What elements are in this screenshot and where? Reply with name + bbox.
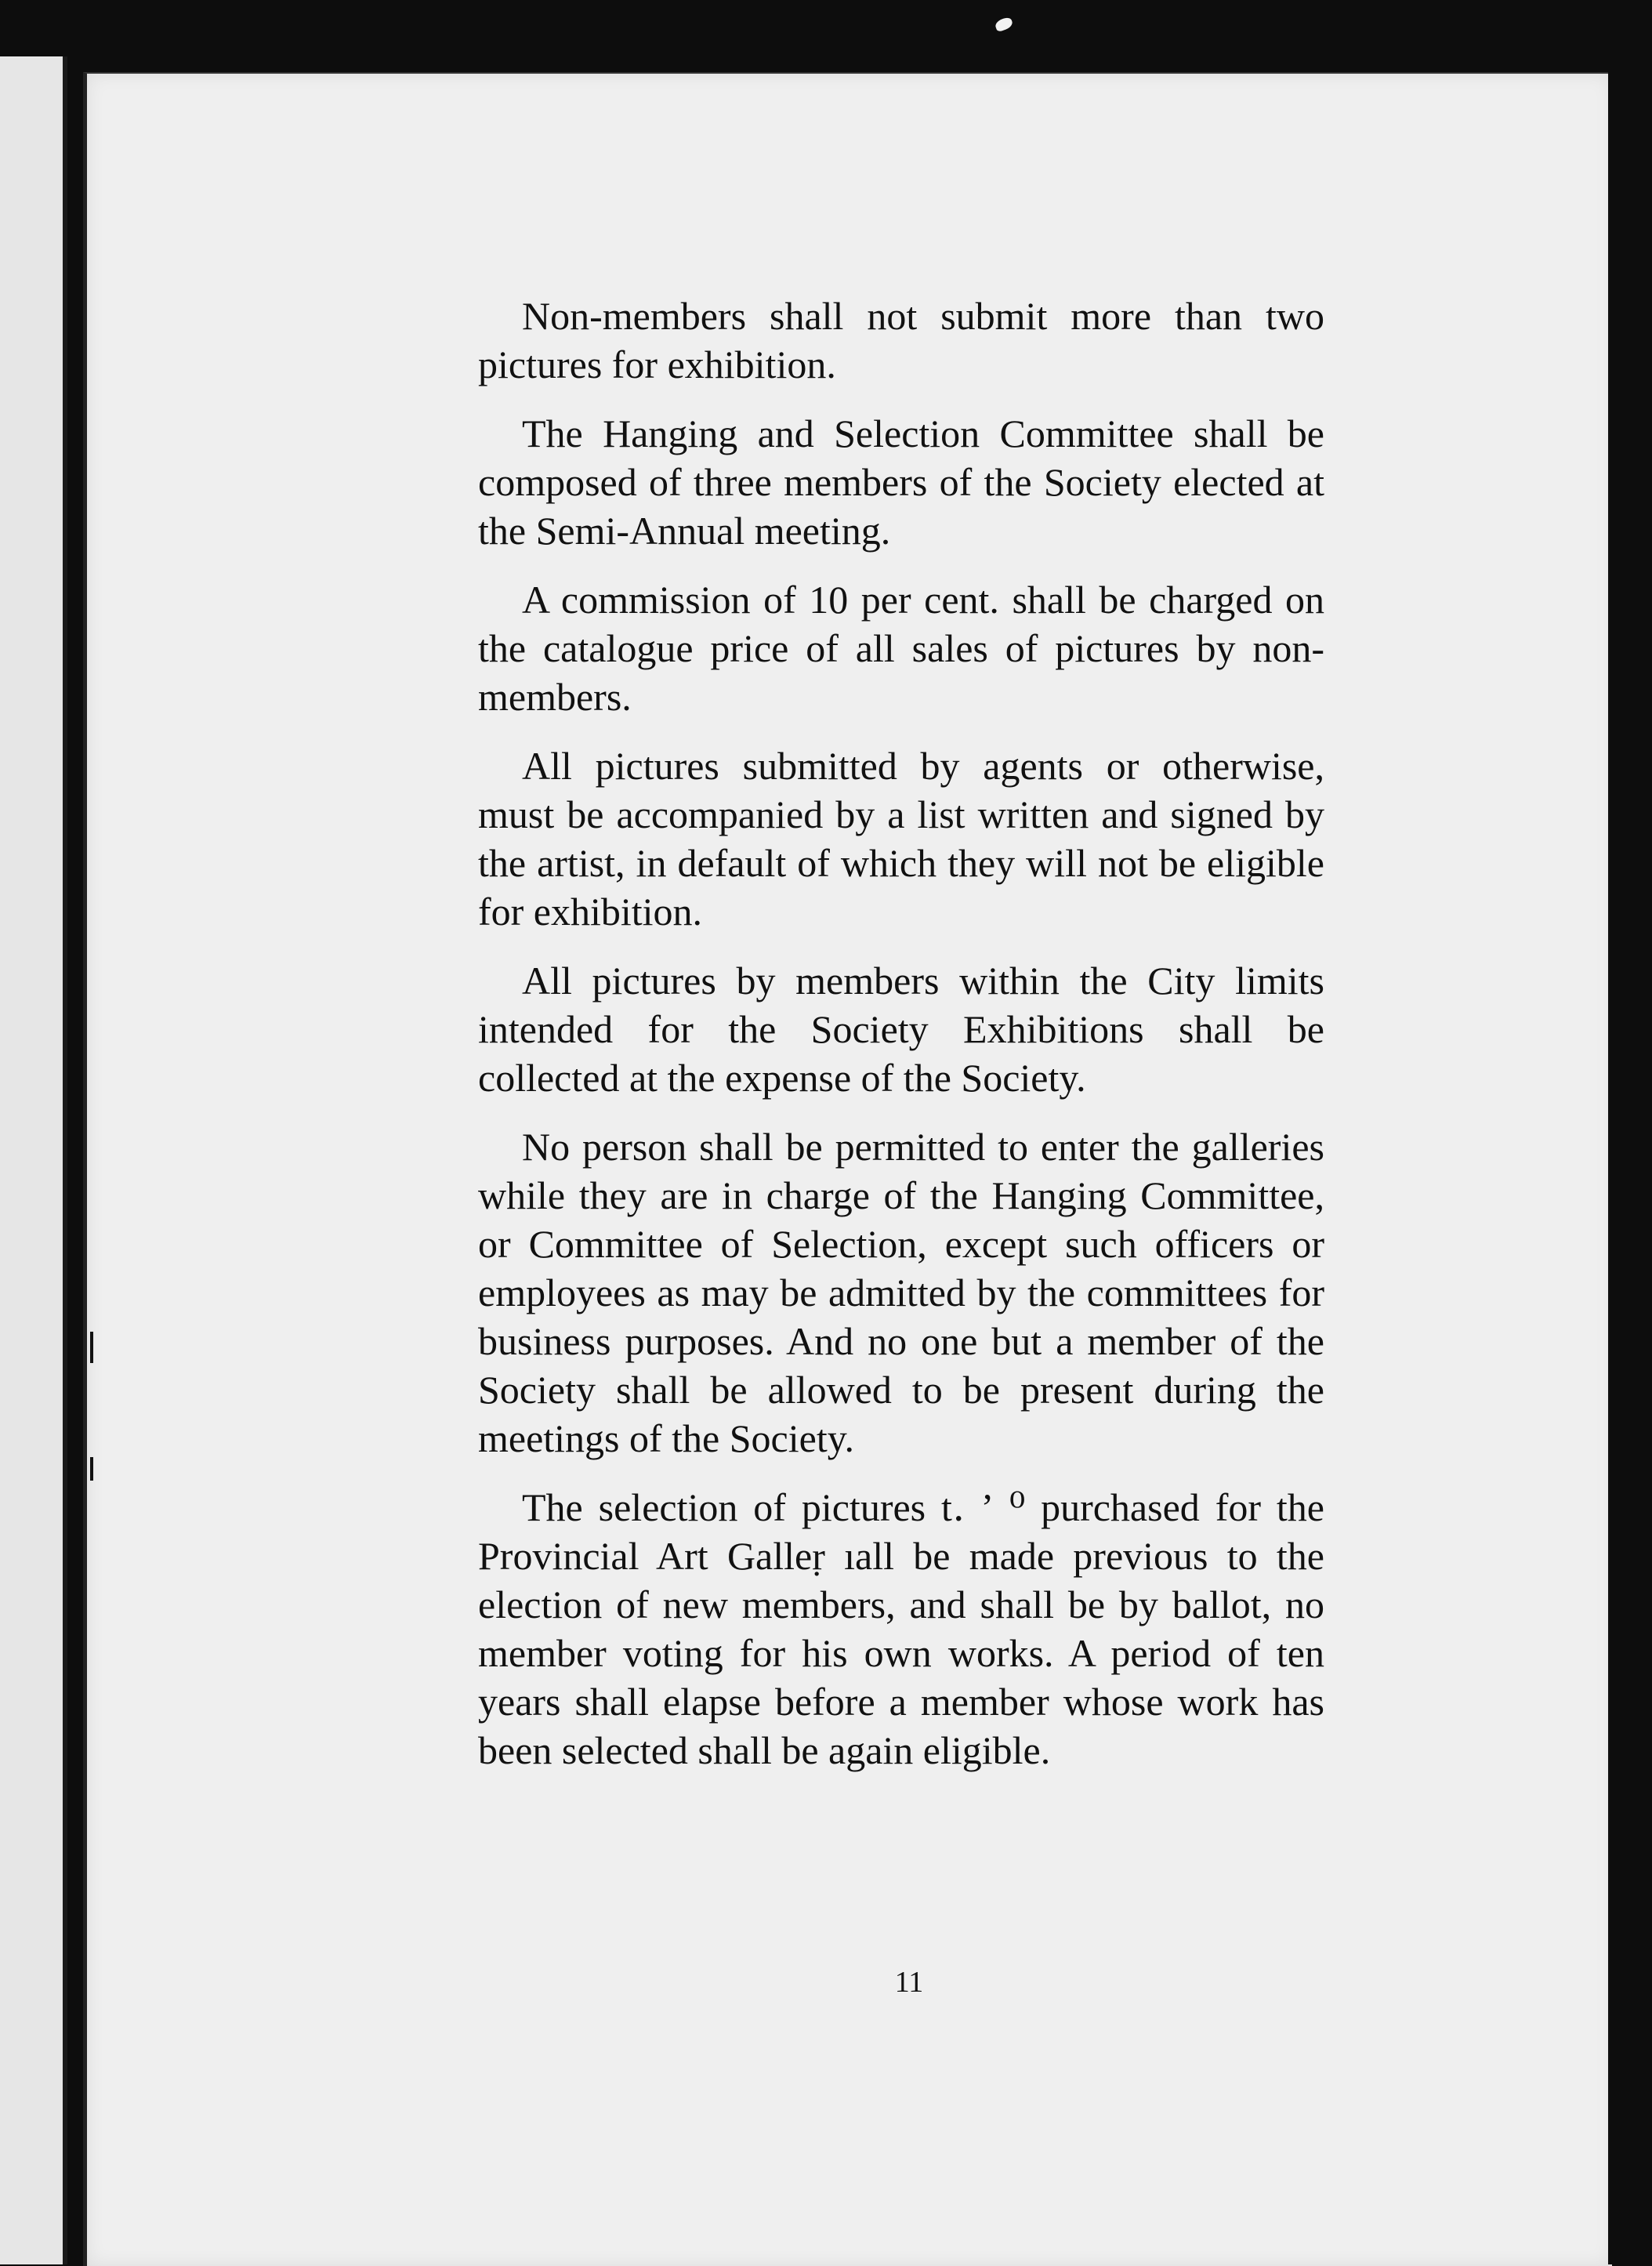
paragraph: A commission of 10 per cent. shall be charged on the catalogue price of all sales of pictures by non-members.: [478, 578, 1324, 719]
scan-speck: [994, 16, 1013, 33]
paragraph: All pictures by members within the City limits intended for the Society Exhibitions shall be collected at the expense of the Society.: [478, 959, 1324, 1100]
page-text: [478, 292, 1324, 1795]
paragraph: Non-members shall not submit more than two pictures for exhibition.: [478, 294, 1324, 386]
paragraph: All pictures submitted by agents or otherwise, must be accompanied by a list written and signed by the artist, in default of which they will not be eligible for exhibition.: [478, 744, 1324, 934]
spine-mark: [90, 1332, 93, 1363]
paragraph: The selection of pictures t․ ʼ ⁰ purchased for the Provincial Art Galleṛ ıall be made previous to the election of new members, and shall be by ballot, no member voting for his own works. A period of ten years shall elapse before a member whose work has been selected shall be again eligible.: [478, 1485, 1324, 1772]
right-scan-border: [1608, 72, 1652, 2264]
page-number: 11: [894, 1966, 924, 1999]
paragraph: No person shall be permitted to enter the galleries while they are in charge of the Hanging Committee, or Committee of Selection, except such officers or employees as may be admitted by the committees for business purposes. And no one but a member of the Society shall be allowed to be present during the meetings of the Society.: [478, 1125, 1324, 1460]
spine-mark: [90, 1457, 93, 1481]
previous-page-edge-line: [63, 56, 67, 2264]
paragraph: The Hanging and Selection Committee shall be composed of three members of the Society elected at the Semi-Annual meeting.: [478, 412, 1324, 553]
previous-page-edge: [0, 56, 67, 2264]
